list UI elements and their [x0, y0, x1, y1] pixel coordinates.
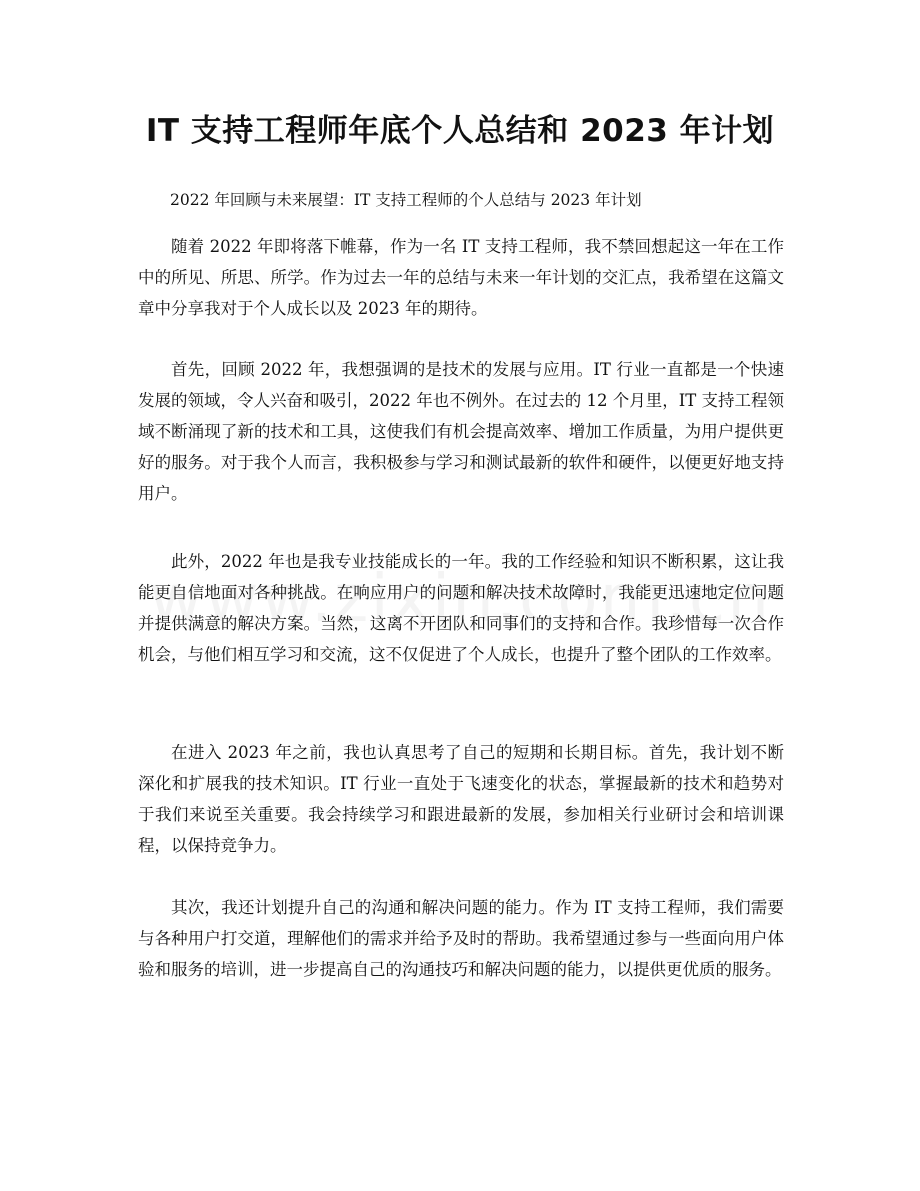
paragraph-skill-growth: 此外，2022 年也是我专业技能成长的一年。我的工作经验和知识不断积累，这让我能更自信地面对各种挑战。在响应用户的问题和解决技术故障时，我能更迅速地定位问题并提供满意的解决方案。当然，这离不开团队和同事们的支持和合作。我珍惜每一次合作机会，与他们相互学习和交流，这不仅促进了个人成长，也提升了整个团队的工作效率。 [138, 552, 784, 664]
paragraph-review-2022: 首先，回顾 2022 年，我想强调的是技术的发展与应用。IT 行业一直都是一个快速发展的领域，令人兴奋和吸引，2022 年也不例外。在过去的 12 个月里，IT 支持工程领域不断涌现了新的技术和工具，这使我们有机会提高效率、增加工作质量，为用户提供更好的服务。对于我个人而言，我积极参与学习和测试最新的软件和硬件，以便更好地支持用户。 [138, 360, 784, 503]
paragraph-goals-2023: 在进入 2023 年之前，我也认真思考了自己的短期和长期目标。首先，我计划不断深化和扩展我的技术知识。IT 行业一直处于飞速变化的状态，掌握最新的技术和趋势对于我们来说至关重要。我会持续学习和跟进最新的发展，参加相关行业研讨会和培训课程，以保持竞争力。 [138, 743, 784, 855]
document-title: IT 支持工程师年底个人总结和 2023 年计划 [145, 113, 775, 149]
paragraph-communication-plan: 其次，我还计划提升自己的沟通和解决问题的能力。作为 IT 支持工程师，我们需要与各种用户打交道，理解他们的需求并给予及时的帮助。我希望通过参与一些面向用户体验和服务的培训，进一步提高自己的沟通技巧和解决问题的能力，以提供更优质的服务。 [138, 898, 784, 979]
document-subtitle: 2022 年回顾与未来展望：IT 支持工程师的个人总结与 2023 年计划 [170, 191, 642, 209]
paragraph-intro: 随着 2022 年即将落下帷幕，作为一名 IT 支持工程师，我不禁回想起这一年在工作中的所见、所思、所学。作为过去一年的总结与未来一年计划的交汇点，我希望在这篇文章中分享我对于个人成长以及 2023 年的期待。 [138, 237, 784, 318]
